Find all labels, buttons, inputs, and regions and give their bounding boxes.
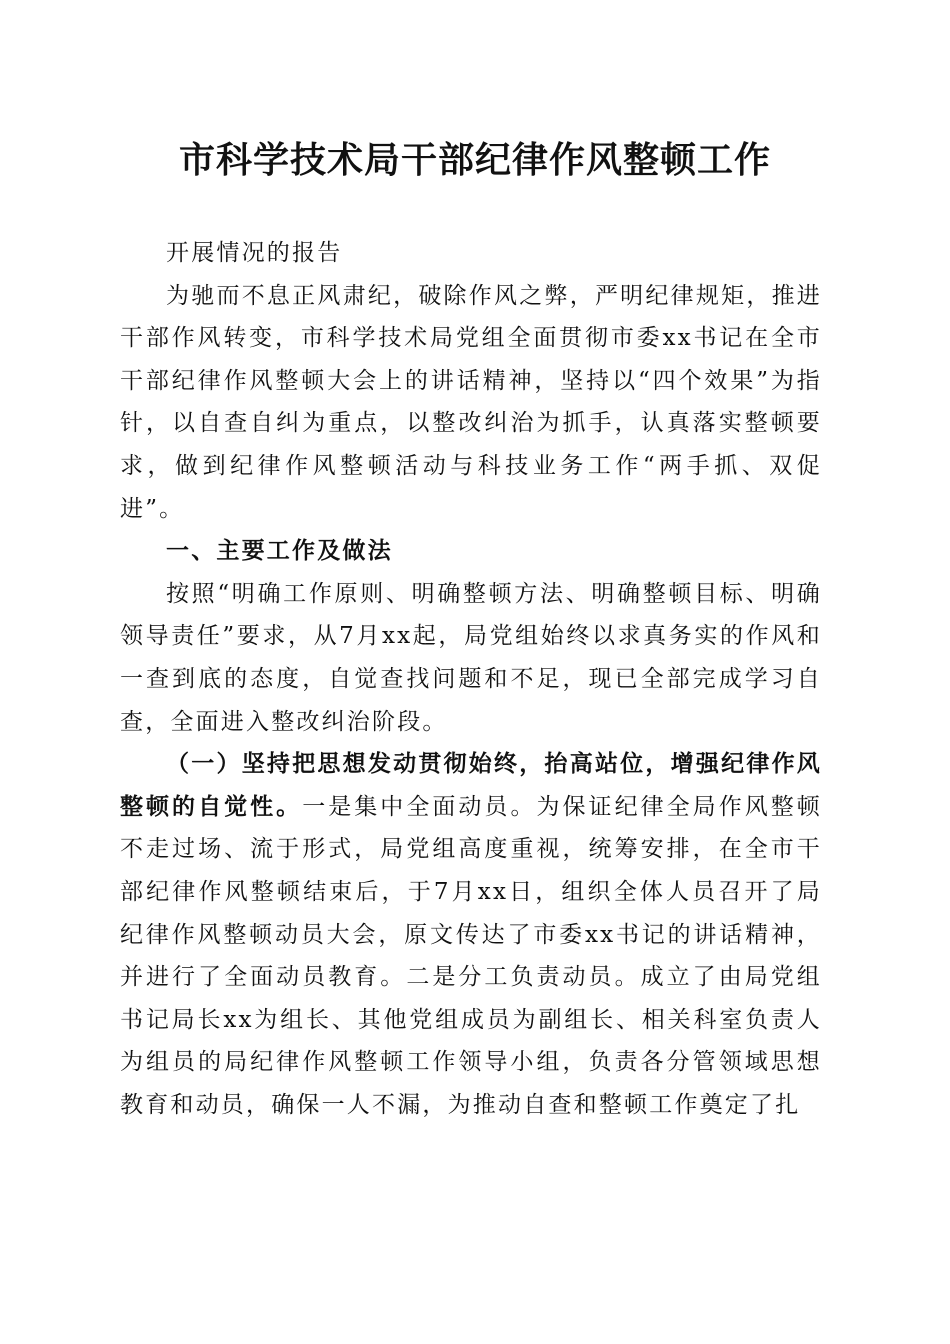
subsection-text: 一是集中全面动员。为保证纪律全局作风整顿不走过场、流于形式，局党组高度重视，统筹安排，在全市干部纪律作风整顿结束后，于7月xx日，组织全体人员召开了局纪律作风整顿动员大会，原文传达了市委xx书记的讲话精神，并进行了全面动员教育。二是分工负责动员。成立了由局党组书记局长xx为组长、其他党组成员为副组长、相关科室负责人为组员的局纪律作风整顿工作领导小组，负责各分管领域思想教育和动员，确保一人不漏，为推动自查和整顿工作奠定了扎 [120,793,822,1118]
intro-paragraph: 为驰而不息正风肃纪，破除作风之弊，严明纪律规矩，推进干部作风转变，市科学技术局党组全面贯彻市委xx书记在全市干部纪律作风整顿大会上的讲话精神，坚持以“四个效果”为指针，以自查自纠为重点，以整改纠治为抓手，认真落实整顿要求，做到纪律作风整顿活动与科技业务工作“两手抓、双促进”。 [120,282,822,522]
subsection-paragraph [120,743,822,1126]
document-title: 市科学技术局干部纪律作风整顿工作 [178,139,771,181]
subsection-heading: （一）坚持把思想发动贯彻始终，抬高站位，增强纪律作风整顿的自觉性。 [120,750,822,820]
document-subtitle: 开展情况的报告 [166,240,343,266]
section-paragraph: 按照“明确工作原则、明确整顿方法、明确整顿目标、明确领导责任”要求，从7月xx起，局党组始终以求真务实的作风和一查到底的态度，自觉查找问题和不足，现已全部完成学习自查，全面进入整改纠治阶段。 [120,580,822,735]
section-heading: 一、主要工作及做法 [166,538,393,565]
document-body [120,232,822,1126]
